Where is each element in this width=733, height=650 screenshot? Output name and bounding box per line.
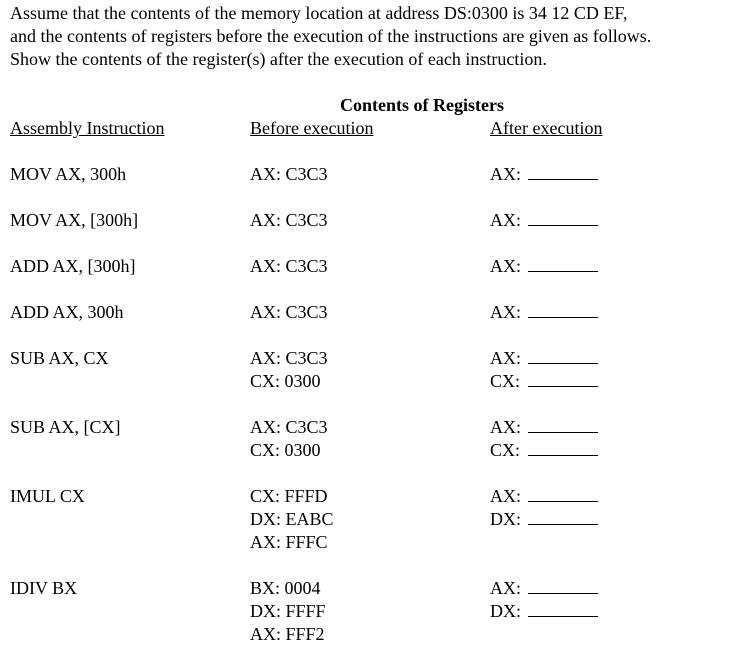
answer-blank bbox=[528, 301, 598, 318]
instruction-cell bbox=[10, 577, 77, 600]
after-register-label: CX: bbox=[490, 371, 521, 391]
after-line bbox=[490, 508, 598, 531]
before-cell bbox=[250, 485, 334, 554]
instruction-text: MOV AX, 300h bbox=[10, 164, 127, 184]
intro-line: and the contents of registers before the execution of the instructions are given as follows. bbox=[10, 26, 652, 46]
before-value: AX: C3C3 bbox=[250, 302, 328, 322]
after-line bbox=[490, 347, 598, 370]
after-cell bbox=[490, 255, 598, 278]
before-cell bbox=[250, 255, 328, 278]
after-register-label: AX: bbox=[490, 578, 521, 598]
instruction-cell bbox=[10, 485, 85, 508]
after-line bbox=[490, 163, 598, 186]
after-register-label: AX: bbox=[490, 164, 521, 184]
after-line bbox=[490, 485, 598, 508]
instruction-text: ADD AX, 300h bbox=[10, 302, 124, 322]
answer-blank bbox=[528, 163, 598, 180]
after-line bbox=[490, 255, 598, 278]
after-cell bbox=[490, 347, 598, 393]
answer-blank bbox=[528, 209, 598, 226]
after-line bbox=[490, 301, 598, 324]
before-cell bbox=[250, 577, 326, 646]
before-value: DX: EABC bbox=[250, 509, 334, 529]
after-register-label: AX: bbox=[490, 210, 521, 230]
after-line bbox=[490, 416, 598, 439]
instruction-cell bbox=[10, 416, 121, 439]
before-value: AX: C3C3 bbox=[250, 256, 328, 276]
answer-blank bbox=[528, 577, 598, 594]
after-register-label: DX: bbox=[490, 601, 521, 621]
answer-blank bbox=[528, 439, 598, 456]
answer-blank bbox=[528, 416, 598, 433]
before-column-header: Before execution bbox=[250, 118, 374, 138]
before-value: AX: FFFC bbox=[250, 532, 328, 552]
intro-line: Show the contents of the register(s) after the execution of each instruction. bbox=[10, 49, 547, 69]
answer-blank bbox=[528, 255, 598, 272]
after-register-label: AX: bbox=[490, 417, 521, 437]
after-register-label: CX: bbox=[490, 440, 521, 460]
answer-blank bbox=[528, 347, 598, 364]
instruction-text: IMUL CX bbox=[10, 486, 85, 506]
answer-blank bbox=[528, 508, 598, 525]
before-value: AX: C3C3 bbox=[250, 348, 328, 368]
after-register-label: AX: bbox=[490, 348, 521, 368]
registers-group-header: Contents of Registers bbox=[340, 95, 504, 115]
instruction-cell bbox=[10, 209, 138, 232]
before-value: CX: 0300 bbox=[250, 440, 321, 460]
intro-paragraph bbox=[10, 2, 730, 71]
before-cell bbox=[250, 416, 328, 462]
before-value: CX: 0300 bbox=[250, 371, 321, 391]
answer-blank bbox=[528, 485, 598, 502]
before-value: AX: FFF2 bbox=[250, 624, 325, 644]
after-line bbox=[490, 600, 598, 623]
after-register-label: AX: bbox=[490, 256, 521, 276]
after-cell bbox=[490, 485, 598, 531]
instruction-text: IDIV BX bbox=[10, 578, 78, 598]
before-value: AX: C3C3 bbox=[250, 164, 328, 184]
after-cell bbox=[490, 577, 598, 623]
instruction-cell bbox=[10, 301, 124, 324]
after-register-label: DX: bbox=[490, 509, 521, 529]
before-value: AX: C3C3 bbox=[250, 210, 328, 230]
before-value: DX: FFFF bbox=[250, 601, 326, 621]
after-cell bbox=[490, 209, 598, 232]
after-register-label: AX: bbox=[490, 302, 521, 322]
before-cell bbox=[250, 163, 328, 186]
after-line bbox=[490, 209, 598, 232]
instruction-cell bbox=[10, 347, 109, 370]
instruction-text: SUB AX, CX bbox=[10, 348, 109, 368]
instruction-column-header: Assembly Instruction bbox=[10, 118, 165, 138]
before-value: AX: C3C3 bbox=[250, 417, 328, 437]
after-cell bbox=[490, 301, 598, 324]
instruction-text: ADD AX, [300h] bbox=[10, 256, 136, 276]
after-line bbox=[490, 439, 598, 462]
after-cell bbox=[490, 163, 598, 186]
after-register-label: AX: bbox=[490, 486, 521, 506]
before-cell bbox=[250, 209, 328, 232]
after-column-header: After execution bbox=[490, 118, 603, 138]
instruction-cell bbox=[10, 163, 126, 186]
before-value: BX: 0004 bbox=[250, 578, 321, 598]
after-line bbox=[490, 370, 598, 393]
instruction-cell bbox=[10, 255, 136, 278]
instruction-text: MOV AX, [300h] bbox=[10, 210, 139, 230]
after-cell bbox=[490, 416, 598, 462]
instruction-text: SUB AX, [CX] bbox=[10, 417, 121, 437]
intro-line: Assume that the contents of the memory location at address DS:0300 is 34 12 CD EF, bbox=[10, 3, 628, 23]
answer-blank bbox=[528, 600, 598, 617]
before-cell bbox=[250, 301, 328, 324]
answer-blank bbox=[528, 370, 598, 387]
after-line bbox=[490, 577, 598, 600]
before-value: CX: FFFD bbox=[250, 486, 328, 506]
before-cell bbox=[250, 347, 328, 393]
